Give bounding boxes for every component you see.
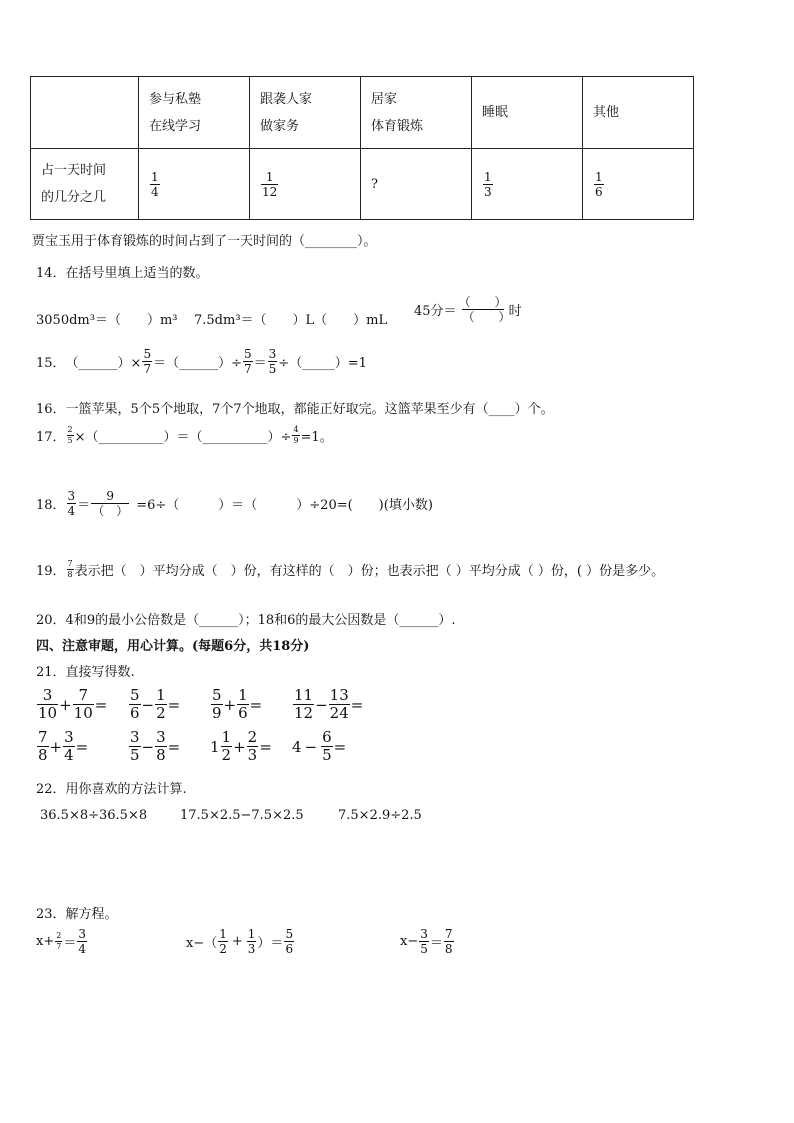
section-4-heading: 四、注意审题，用心计算。(每题6分，共18分)	[36, 639, 310, 654]
q21-item: $\frac{11}{12}$ − $\frac{13}{24}$ =	[294, 686, 364, 722]
q22-title: 22．用你喜欢的方法计算.	[36, 782, 187, 797]
table-header-cell: 跟袭人家 做家务	[250, 77, 361, 149]
table-header-empty	[31, 77, 139, 149]
q23-equation-1: x+ $\frac{2}{7}$ ＝ $\frac{3}{4}$	[36, 927, 86, 956]
table-cell-fraction: $\frac{1}{3}$	[472, 149, 583, 220]
q17: 17． $\frac{2}{5}$ ×（__________）＝（__________）÷ $\frac{4}{9}$ =1。	[36, 425, 333, 445]
table-cell-fraction: $\frac{1}{6}$	[583, 149, 694, 220]
table-header-cell: 居家 体育锻炼	[361, 77, 472, 149]
table-header-cell: 其他	[583, 77, 694, 149]
q21-title: 21．直接写得数.	[36, 665, 135, 680]
q18: 18． $\frac{3}{4}$ ＝ $\frac{9}{( )}$ =6÷（ ）＝（ ）÷20=( )(填小数)	[36, 489, 433, 518]
q13-tail: 贾宝玉用于体育锻炼的时间占到了一天时间的（________）。	[32, 234, 377, 249]
q15: 15． （______）× $\frac{5}{7}$ ＝（______）÷ $\frac{5}{7}$ ＝ $\frac{3}{5}$ ÷（_____）=1	[36, 347, 367, 376]
table-row-label: 占一天时间 的几分之几	[31, 149, 139, 220]
q14-part1: 3050dm³＝（ ）m³	[36, 313, 178, 328]
q22-expr-1: 36.5×8÷36.5×8	[40, 808, 148, 823]
q22-expr-3: 7.5×2.9÷2.5	[338, 808, 422, 823]
q19: 19． $\frac{7}{8}$ 表示把（ ）平均分成（ ）份，有这样的（ ）份；也表示把（ ）平均分成（ ）份，( ）份是多少。	[36, 559, 665, 579]
table-header-cell: 参与私塾 在线学习	[139, 77, 250, 149]
activity-table	[30, 76, 694, 220]
q23-equation-3: x− $\frac{3}{5}$ ＝ $\frac{7}{8}$	[400, 927, 453, 956]
table-header-row	[31, 77, 694, 149]
table-fraction-row	[31, 149, 694, 220]
q22-expr-2: 17.5×2.5−7.5×2.5	[180, 808, 304, 823]
q21-item: $\frac{3}{5}$ − $\frac{3}{8}$ =	[130, 728, 181, 764]
table-cell-fraction: $\frac{1}{4}$	[139, 149, 250, 220]
table-cell-fraction: $\frac{1}{12}$	[250, 149, 361, 220]
q21-item: 1 $\frac{1}{2}$ + $\frac{2}{3}$ =	[210, 728, 272, 764]
q14-part2: 7.5dm³＝（ ）L（ ）mL	[194, 313, 388, 328]
q23-title: 23．解方程。	[36, 907, 118, 922]
q21-item: $\frac{7}{8}$ + $\frac{3}{4}$ =	[38, 728, 89, 764]
q21-item: 4 − $\frac{6}{5}$ =	[292, 728, 347, 764]
q14-title: 14．在括号里填上适当的数。	[36, 266, 209, 281]
q21-item: $\frac{5}{9}$ + $\frac{1}{6}$ =	[212, 686, 263, 722]
table-cell-unknown: ?	[361, 149, 472, 220]
q14-part3: 45分＝ $\frac{( )}{( )}$ 时	[414, 295, 522, 324]
q20: 20．4和9的最小公倍数是（______）；18和6的最大公因数是（______）.	[36, 613, 456, 628]
q23-equation-2: x−（ $\frac{1}{2}$ + $\frac{1}{3}$ ）＝ $\frac{5}{6}$	[186, 927, 294, 956]
q16: 16．一篮苹果，5个5个地取，7个7个地取，都能正好取完。这篮苹果至少有（____）个。	[36, 402, 554, 417]
q21-item: $\frac{5}{6}$ − $\frac{1}{2}$ =	[130, 686, 181, 722]
table-header-cell: 睡眠	[472, 77, 583, 149]
q21-item: $\frac{3}{10}$ + $\frac{7}{10}$ =	[38, 686, 108, 722]
